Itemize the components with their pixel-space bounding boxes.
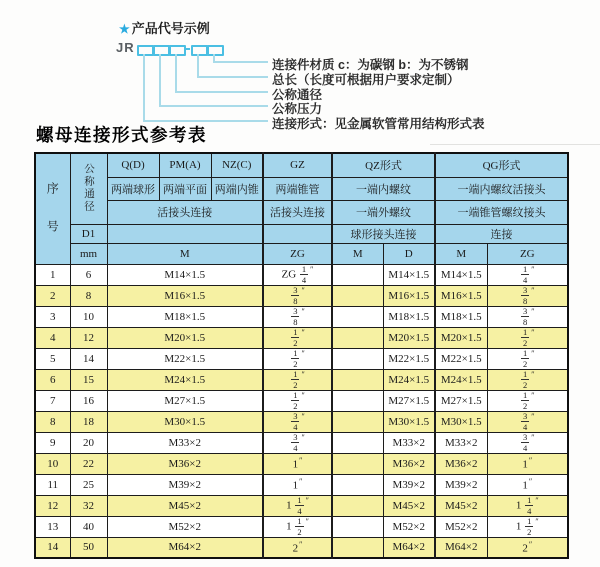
connector-line (143, 54, 145, 122)
cell: $\frac{3}{4}$ ″ (263, 411, 332, 432)
cell: M24×1.5 (107, 369, 263, 390)
table-row (35, 537, 568, 558)
cell: 50 (70, 537, 107, 558)
cell: M14×1.5 (383, 264, 435, 285)
cell: 22 (70, 453, 107, 474)
cell: 2″ (487, 537, 568, 558)
cell: M33×2 (107, 432, 263, 453)
header-q-sub: 两端球形 (107, 177, 159, 200)
connector-line (159, 54, 161, 107)
cell: 2 (35, 285, 70, 306)
header-row-1 (35, 153, 568, 177)
header-pm-sub: 两端平面 (159, 177, 211, 200)
table-row (35, 327, 568, 348)
table-header (35, 153, 568, 264)
diagram-label-pressure: 公称压力 (272, 102, 323, 116)
header-blank-left (107, 224, 263, 243)
cell: $\frac{1}{4}$ ″ (487, 264, 568, 285)
diagram-label-length: 总长（长度可根据用户要求定制） (272, 73, 460, 87)
cell: M14×1.5 (435, 264, 487, 285)
cell: M14×1.5 (107, 264, 263, 285)
connector-line (159, 105, 268, 107)
header-qz-sub2: 一端外螺纹 (332, 200, 435, 224)
nut-connection-reference-table (34, 152, 569, 559)
cell: 6 (35, 369, 70, 390)
header-d-qz: D (383, 243, 435, 264)
diagram-label-connection: 连接形式：见金属软管常用结构形式表 (272, 117, 485, 131)
cell: 8 (70, 285, 107, 306)
cell: M52×2 (435, 516, 487, 537)
cell: M18×1.5 (383, 306, 435, 327)
diagram-label-material: 连接件材质 c：为碳钢 b：为不锈钢 (272, 58, 469, 72)
cell: 7 (35, 390, 70, 411)
cell: M18×1.5 (107, 306, 263, 327)
header-row-3 (35, 200, 568, 224)
cell: 1″ (263, 453, 332, 474)
cell (332, 453, 383, 474)
header-row-4 (35, 224, 568, 243)
cell: M36×2 (435, 453, 487, 474)
cell: M52×2 (107, 516, 263, 537)
table-row (35, 390, 568, 411)
cell: $\frac{3}{8}$ ″ (263, 306, 332, 327)
header-qg-sub1: 一端内螺纹活接头 (435, 177, 568, 200)
cell: 9 (35, 432, 70, 453)
cell: 14 (35, 537, 70, 558)
cell: 10 (70, 306, 107, 327)
code-box (153, 45, 170, 56)
cell (332, 432, 383, 453)
header-m-span: M (107, 243, 263, 264)
cell: $\frac{3}{8}$ ″ (487, 306, 568, 327)
cell (332, 348, 383, 369)
cell: M27×1.5 (107, 390, 263, 411)
header-zg-gz: ZG (263, 243, 332, 264)
cell (332, 516, 383, 537)
table-row (35, 348, 568, 369)
cell: M39×2 (383, 474, 435, 495)
cell: 11 (35, 474, 70, 495)
cell (332, 474, 383, 495)
cell: 1 $\frac{1}{2}$ ″ (487, 516, 568, 537)
cell: 5 (35, 348, 70, 369)
cell: 13 (35, 516, 70, 537)
cell: 18 (70, 411, 107, 432)
cell (332, 495, 383, 516)
cell: M45×2 (435, 495, 487, 516)
connector-line (197, 54, 199, 78)
cell: 15 (70, 369, 107, 390)
cell: M16×1.5 (435, 285, 487, 306)
header-qz-sub1: 一端内螺纹 (332, 177, 435, 200)
header-union-conn: 活接头连接 (107, 200, 263, 224)
cell: 8 (35, 411, 70, 432)
code-prefix: JR (116, 40, 135, 55)
cell: M45×2 (107, 495, 263, 516)
table-row (35, 432, 568, 453)
header-gz-conn: 活接头连接 (263, 200, 332, 224)
cell: M22×1.5 (435, 348, 487, 369)
header-row-5 (35, 243, 568, 264)
code-box (191, 45, 208, 56)
cell (332, 369, 383, 390)
star-icon: ★ (119, 22, 130, 36)
header-pm: PM(A) (159, 153, 211, 177)
cell: 1″ (263, 474, 332, 495)
cell (332, 306, 383, 327)
header-dn: 公称通径 (70, 153, 107, 224)
cell: 1″ (487, 453, 568, 474)
cell: 14 (70, 348, 107, 369)
cell: $\frac{1}{2}$ ″ (487, 369, 568, 390)
cell: $\frac{3}{8}$ ″ (487, 285, 568, 306)
connector-line (175, 91, 268, 93)
connector-line (175, 54, 177, 93)
connector-line (213, 61, 268, 63)
header-qz: QZ形式 (332, 153, 435, 177)
table-row (35, 516, 568, 537)
code-box (207, 45, 224, 56)
cell: M27×1.5 (435, 390, 487, 411)
cell (332, 390, 383, 411)
cell: 3 (35, 306, 70, 327)
cell: $\frac{1}{2}$ ″ (487, 390, 568, 411)
cell: 32 (70, 495, 107, 516)
cell: M30×1.5 (435, 411, 487, 432)
cell: 1″ (487, 474, 568, 495)
header-zg-qg: ZG (487, 243, 568, 264)
code-box (169, 45, 186, 56)
cell (332, 264, 383, 285)
cell: $\frac{3}{8}$ ″ (263, 285, 332, 306)
faint-rule (430, 144, 600, 145)
cell: 1 $\frac{1}{4}$ ″ (263, 495, 332, 516)
cell: M24×1.5 (383, 369, 435, 390)
header-qz-conn: 球形接头连接 (332, 224, 435, 243)
header-nz: NZ(C) (211, 153, 263, 177)
table-row (35, 306, 568, 327)
header-mm: mm (70, 243, 107, 264)
cell: M20×1.5 (435, 327, 487, 348)
cell: 1 (35, 264, 70, 285)
example-heading (119, 18, 210, 37)
cell: M36×2 (383, 453, 435, 474)
cell: 16 (70, 390, 107, 411)
code-box (137, 45, 154, 56)
header-qg: QG形式 (435, 153, 568, 177)
cell: M20×1.5 (107, 327, 263, 348)
cell: $\frac{1}{2}$ ″ (487, 348, 568, 369)
header-m-qg: M (435, 243, 487, 264)
cell: M64×2 (383, 537, 435, 558)
cell (332, 537, 383, 558)
cell: 25 (70, 474, 107, 495)
cell: $\frac{3}{4}$ ″ (487, 411, 568, 432)
cell: M22×1.5 (383, 348, 435, 369)
example-heading-text: 产品代号示例 (131, 21, 210, 36)
header-qg-conn: 连接 (435, 224, 568, 243)
cell (332, 327, 383, 348)
table-row (35, 411, 568, 432)
cell: M16×1.5 (383, 285, 435, 306)
cell: 12 (70, 327, 107, 348)
table-row (35, 495, 568, 516)
cell: M24×1.5 (435, 369, 487, 390)
header-blank-gz (263, 224, 332, 243)
cell: M64×2 (435, 537, 487, 558)
cell: $\frac{1}{2}$ ″ (487, 327, 568, 348)
cell: M45×2 (383, 495, 435, 516)
cell: M18×1.5 (435, 306, 487, 327)
cell: ZG $\frac{1}{4}$ ″ (263, 264, 332, 285)
cell: M22×1.5 (107, 348, 263, 369)
cell: $\frac{1}{2}$ ″ (263, 348, 332, 369)
cell: $\frac{1}{2}$ ″ (263, 390, 332, 411)
connector-line (197, 76, 268, 78)
cell: M30×1.5 (383, 411, 435, 432)
table-row (35, 453, 568, 474)
cell: 1 $\frac{1}{4}$ ″ (487, 495, 568, 516)
table-title: 螺母连接形式参考表 (36, 125, 207, 145)
diagram-label-diameter: 公称通径 (272, 88, 323, 102)
table-row (35, 474, 568, 495)
cell: 20 (70, 432, 107, 453)
header-d1: D1 (70, 224, 107, 243)
cell: 6 (70, 264, 107, 285)
header-qg-sub2: 一端锥管螺纹接头 (435, 200, 568, 224)
cell: M16×1.5 (107, 285, 263, 306)
cell (332, 285, 383, 306)
cell: M36×2 (107, 453, 263, 474)
cell: M33×2 (383, 432, 435, 453)
cell: 2″ (263, 537, 332, 558)
header-q: Q(D) (107, 153, 159, 177)
table-body (35, 264, 568, 558)
cell: 40 (70, 516, 107, 537)
header-m-qz: M (332, 243, 383, 264)
cell (332, 411, 383, 432)
table-row (35, 285, 568, 306)
cell: M33×2 (435, 432, 487, 453)
cell: M30×1.5 (107, 411, 263, 432)
cell: $\frac{1}{2}$ ″ (263, 327, 332, 348)
cell: $\frac{3}{4}$ ″ (487, 432, 568, 453)
cell: M64×2 (107, 537, 263, 558)
cell: M27×1.5 (383, 390, 435, 411)
cell: M20×1.5 (383, 327, 435, 348)
table-row (35, 264, 568, 285)
header-gz-sub: 两端锥管 (263, 177, 332, 200)
cell: 10 (35, 453, 70, 474)
cell: $\frac{1}{2}$ ″ (263, 369, 332, 390)
cell: 1 $\frac{1}{2}$ ″ (263, 516, 332, 537)
table-row (35, 369, 568, 390)
header-seq: 序号 (35, 153, 70, 264)
header-row-2 (35, 177, 568, 200)
cell: M39×2 (435, 474, 487, 495)
header-nz-sub: 两端内锥 (211, 177, 263, 200)
cell: M52×2 (383, 516, 435, 537)
cell: $\frac{3}{4}$ ″ (263, 432, 332, 453)
cell: M39×2 (107, 474, 263, 495)
cell: 12 (35, 495, 70, 516)
cell: 4 (35, 327, 70, 348)
code-dash (184, 48, 190, 50)
header-gz: GZ (263, 153, 332, 177)
